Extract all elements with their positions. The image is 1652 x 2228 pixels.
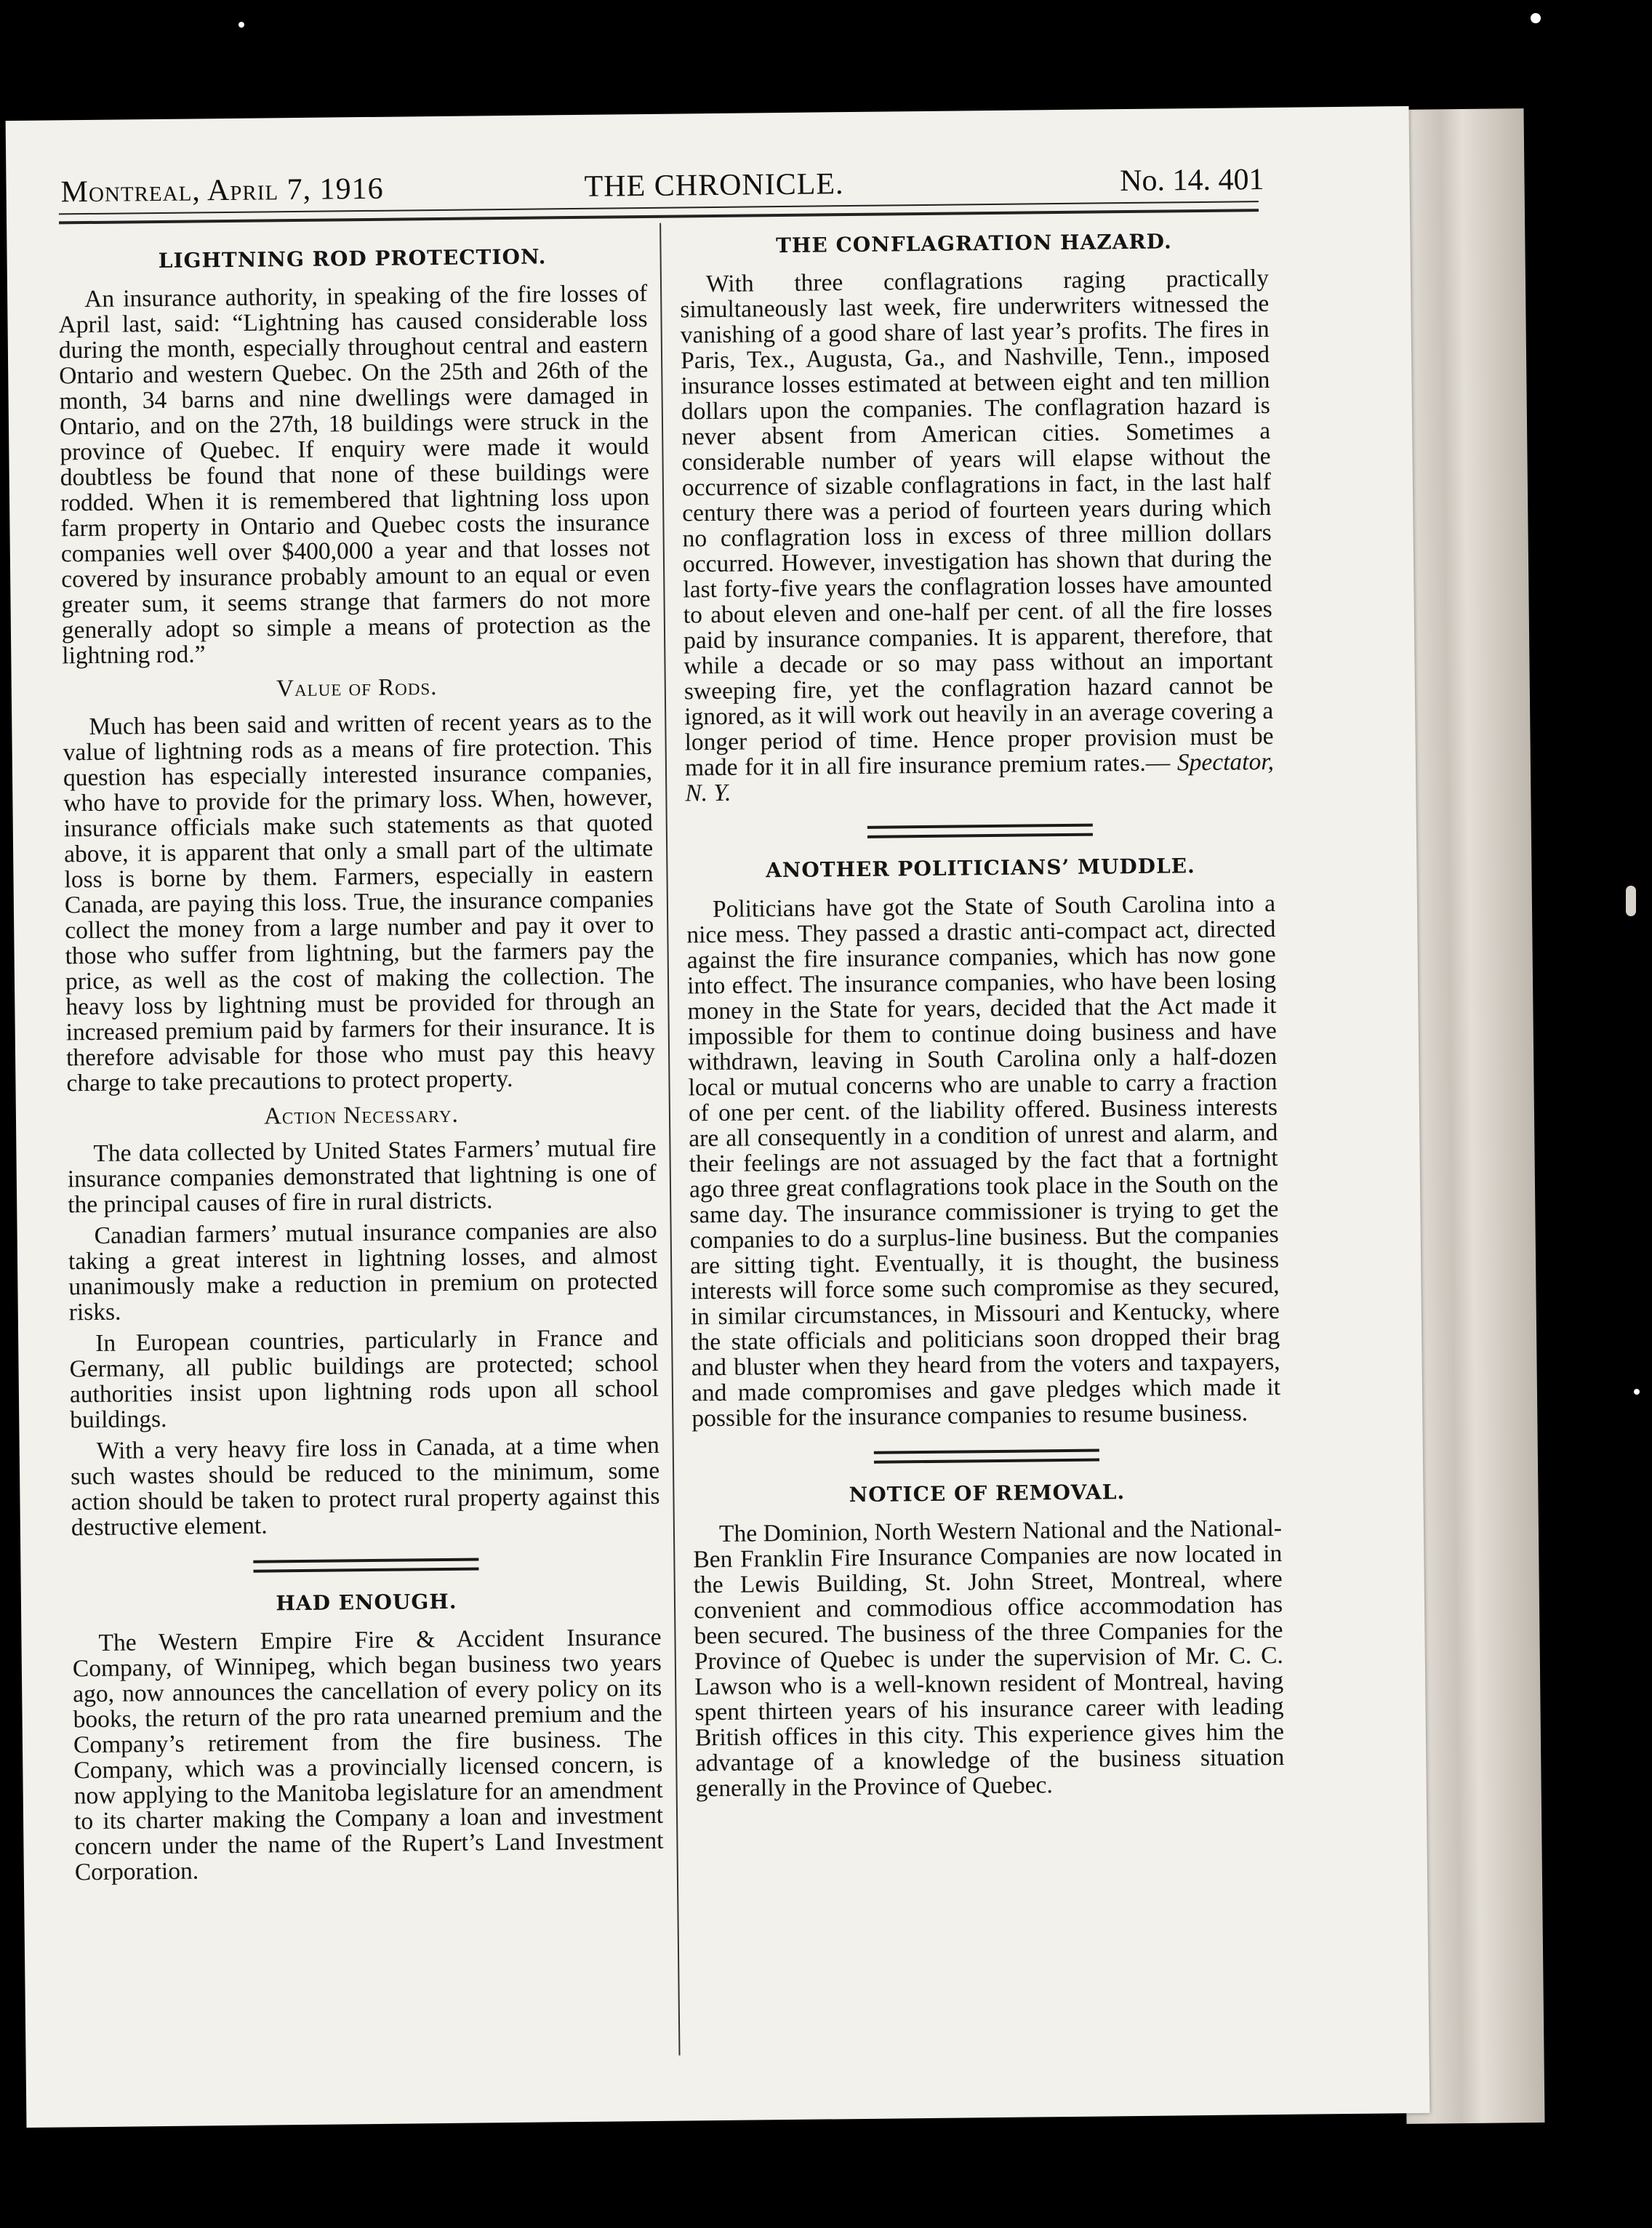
scan-dust — [1634, 1389, 1640, 1395]
header-publication: THE CHRONICLE. — [584, 167, 844, 204]
newspaper-page — [6, 106, 1430, 2128]
article-paragraph — [680, 265, 1275, 806]
article-paragraph: The data collected by United States Farmers’ mutual fire insurance companies demonstrated that lightning is one of the principal causes of fire in rural districts. — [67, 1134, 657, 1219]
article-paragraph: The Western Empire Fire & Accident Insurance Company, of Winnipeg, which began business two years ago, now announces the cancellation of every policy on its books, the return of the pro rata unearned premium and the Company’s retirement from the fire business. The Company, which was a provincially licensed concern, is now applying to the Manitoba legislature for an amendment to its charter making the Company a loan and investment concern under the name of the Rupert’s Land Investment Corporation. — [72, 1624, 664, 1886]
article-subheading: Value of Rods. — [276, 674, 438, 702]
article-notice-of-removal — [692, 1479, 1285, 1801]
article-lightning-rod — [57, 245, 660, 1541]
article-title: ANOTHER POLITICIANS’ MUDDLE. — [765, 854, 1195, 883]
section-double-rule — [867, 824, 1093, 838]
article-paragraph: Politicians have got the State of South Carolina into a nice mess. They passed a drastic anti-compact act, directed against the fire insurance companies, which has now gone into effect. The insurance companies, who have been losing money in the State for years, decided that the Act made it impossible for them to continue doing business and have withdrawn, leaving in South Carolina only a half-dozen local or mutual concerns who are unable to carry a fraction of one per cent. of the liability offered. Business interests are all consequently in a condition of unrest and alarm, and their feelings are not assuaged by the fact that a fortnight ago three great conflagrations took place in the South on the same day. The insurance commissioner is trying to get the companies to do a surplus-line business. But the companies are sitting tight. Eventually, it is thought, the business interests will force some such compromise as they secured, in similar circumstances, in Missouri and Kentucky, where the state officials and politicians soon dropped their brag and bluster when they heard from the voters and taxpayers, and made compromises and gave pledges which made it possible for the insurance companies to resume business. — [686, 889, 1281, 1432]
article-conflagration-hazard — [679, 230, 1274, 806]
article-title: HAD ENOUGH. — [276, 1590, 457, 1616]
article-paragraph: In European countries, particularly in France and Germany, all public buildings are protected; school authorities insist upon lightning rods upon all school buildings. — [69, 1324, 659, 1434]
page-edge-notch — [1626, 886, 1636, 916]
article-had-enough — [72, 1589, 664, 1886]
article-paragraph: The Dominion, North Western National and the National-Ben Franklin Fire Insurance Companies are now located in the Lewis Building, St. John Street, Montreal, where convenient and commodious office accommodation has been secured. The business of the three Companies for the Province of Quebec is under the supervision of Mr. C. C. Lawson who is a well-known resident of Montreal, having spent thirteen years of his insurance career with leading British offices in this city. This experience gives him the advantage of a knowledge of the business situation generally in the Province of Quebec. — [693, 1514, 1285, 1803]
article-politicians-muddle — [686, 854, 1280, 1431]
header-date: Montreal, April 7, 1916 — [60, 172, 384, 209]
article-title: LIGHTNING ROD PROTECTION. — [158, 244, 547, 273]
header-issue-page: No. 14. 401 — [1119, 163, 1264, 199]
article-paragraph: An insurance authority, in speaking of the fire losses of April last, said: “Lightning has caused considerable loss during the month, especially throughout central and eastern Ontario and western Quebec. On the 25th and 26th of the month, 34 barns and nine dwellings were damaged in Ontario, and on the 27th, 18 buildings were struck in the province of Quebec. If enquiry were made it would doubtless be found that none of these buildings were rodded. When it is remembered that lightning loss upon farm property in Ontario and Quebec costs the insurance companies well over $400,000 a year and that losses not covered by insurance probably amount to an equal or even greater sum, it seems strange that farmers do not more generally adopt so simple a means of protection as the lightning rod.” — [58, 280, 651, 670]
section-double-rule — [874, 1448, 1099, 1463]
left-column — [57, 245, 663, 1886]
section-double-rule — [253, 1558, 478, 1573]
article-paragraph: With a very heavy fire loss in Canada, at a time when such wastes should be reduced to the minimum, some action should be taken to protect rural property against this destructive element. — [70, 1432, 660, 1542]
article-title: NOTICE OF REMOVAL. — [849, 1479, 1126, 1507]
article-paragraph: Much has been said and written of recent years as to the value of lightning rods as a means of fire protection. This question has especially interested insurance companies, who have to provide for the primary loss. When, however, insurance officials make such statements as that quoted above, it is apparent that only a small part of the ultimate loss is borne by them. Farmers, especially in eastern Canada, are paying this loss. True, the insurance companies collect the money from a large number and pay it over to those who suffer from lightning, but the farmers pay the price, as well as the cost of making the collection. The heavy loss by lightning must be provided for through an increased premium paid by farmers for their insurance. It is therefore advisable for those who must pay this heavy charge to take precautions to protect property. — [63, 707, 656, 1097]
scan-dust — [1531, 13, 1541, 23]
article-paragraph: Canadian farmers’ mutual insurance companies are also taking a great interest in lightning losses, and almost unanimously make a reduction in premium on protected risks. — [68, 1217, 658, 1326]
article-source: Spectator, N. Y. — [685, 748, 1275, 807]
article-subheading: Action Necessary. — [263, 1101, 460, 1130]
article-title: THE CONFLAGRATION HAZARD. — [775, 229, 1172, 258]
right-column — [679, 230, 1284, 1801]
scan-dust — [238, 22, 244, 28]
article-text: With three conflagrations raging practically simultaneously last week, fire underwriters witnessed the vanishing of a good share of last year’s profits. The fires in Paris, Tex., Augusta, Ga., and Nashville, Tenn., imposed insurance losses estimated at between eight and ten million dollars upon the companies. The conflagration hazard is never absent from American cities. Sometimes a considerable number of years will elapse without the occurrence of sizable conflagrations in fact, in the last half century there was a period of fourteen years during which no conflagration loss in excess of three million dollars occurred. However, investigation has shown that during the last forty-five years the conflagration losses have amounted to about eleven and one-half per cent. of all the fire losses paid by insurance companies. It is apparent, therefore, that while a decade or so may pass without an important sweeping fire, yet the conflagration hazard cannot be ignored, as it will work out heavily in an average covering a longer period of time. Hence proper provision must be made for it in all fire insurance premium rates.— — [680, 265, 1274, 782]
